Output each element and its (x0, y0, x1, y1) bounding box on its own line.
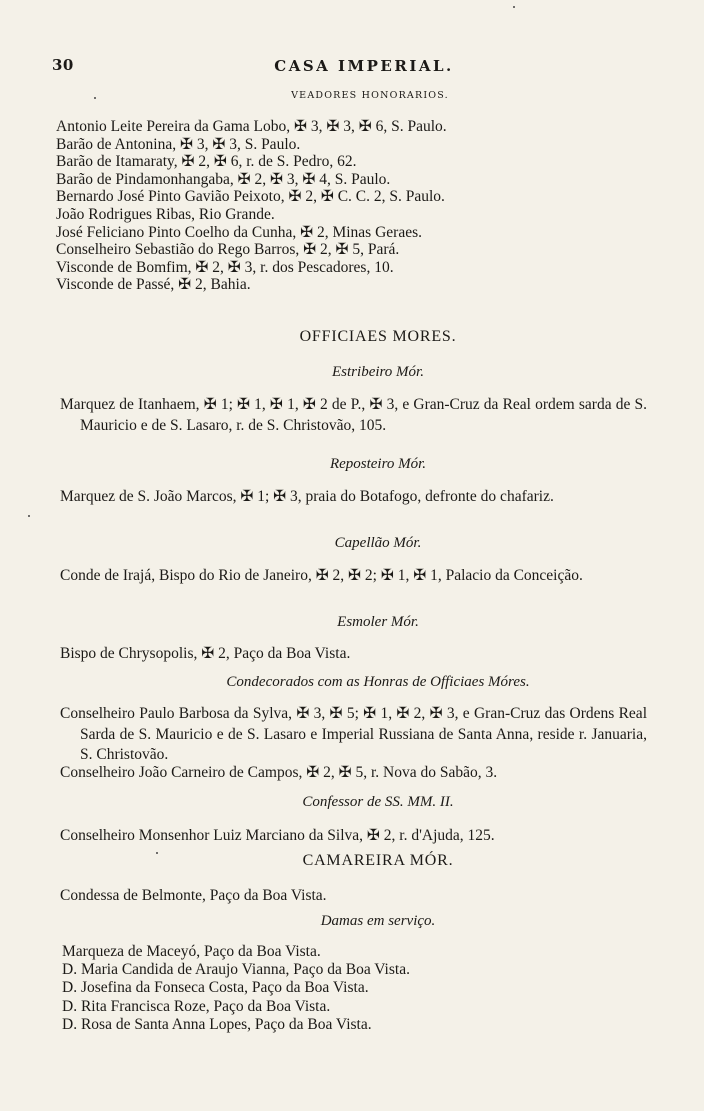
camareira-entry: Condessa de Belmonte, Paço da Boa Vista. (60, 887, 327, 904)
camareira-heading: CAMAREIRA MÓR. (302, 852, 454, 869)
list-item: D. Josefina da Fonseca Costa, Paço da Boa Vista. (62, 979, 369, 997)
running-head: CASA IMPERIAL. (274, 57, 454, 75)
estribeiro-title: Estribeiro Mór. (332, 364, 424, 380)
list-item: Barão de Pindamonhangaba, ✠ 2, ✠ 3, ✠ 4, S. Paulo. (56, 170, 391, 188)
ink-speck (28, 515, 30, 517)
esmoler-title: Esmoler Mór. (337, 614, 419, 630)
list-item: D. Rita Francisca Roze, Paço da Boa Vista. (62, 997, 331, 1015)
capellao-entry: Conde de Irajá, Bispo do Rio de Janeiro, ✠ 2, ✠ 2; ✠ 1, ✠ 1, Palacio da Conceição. (60, 567, 583, 584)
damas-title: Damas em serviço. (320, 913, 436, 929)
estribeiro-entry: Marquez de Itanhaem, ✠ 1; ✠ 1, ✠ 1, ✠ 2 de P., ✠ 3, e Gran-Cruz da Real ordem sarda de S. Mauricio e de S. Lasaro, r. de S. Christovão, 105. (60, 396, 647, 434)
list-item: Visconde de Bomfim, ✠ 2, ✠ 3, r. dos Pescadores, 10. (56, 258, 394, 276)
ink-speck (94, 97, 96, 99)
condecorados-entry: Conselheiro Paulo Barbosa da Sylva, ✠ 3, ✠ 5; ✠ 1, ✠ 2, ✠ 3, e Gran-Cruz das Ordens Real Sarda de S. Mauricio e de S. Lasaro e Imperial Russiana de Santa Anna, reside r. Januaria, S. Christovão. (60, 705, 647, 763)
list-item: Conselheiro Sebastião do Rego Barros, ✠ 2, ✠ 5, Pará. (56, 241, 400, 259)
ink-speck (156, 852, 158, 854)
list-item: Bernardo José Pinto Gavião Peixoto, ✠ 2, ✠ C. C. 2, S. Paulo. (56, 188, 445, 206)
veadores-list (56, 118, 646, 294)
section-subtitle: VEADORES HONORARIOS. (291, 90, 449, 101)
list-item: João Rodrigues Ribas, Rio Grande. (56, 205, 275, 223)
list-item: Antonio Leite Pereira da Gama Lobo, ✠ 3, ✠ 3, ✠ 6, S. Paulo. (56, 118, 447, 135)
list-item: José Feliciano Pinto Coelho da Cunha, ✠ 2, Minas Geraes. (56, 223, 422, 241)
list-item: Visconde de Passé, ✠ 2, Bahia. (56, 276, 251, 294)
list-item: Barão de Antonina, ✠ 3, ✠ 3, S. Paulo. (56, 135, 301, 153)
ink-speck (513, 6, 515, 8)
reposteiro-title: Reposteiro Mór. (329, 456, 427, 472)
list-item: Marqueza de Maceyó, Paço da Boa Vista. (62, 943, 321, 960)
condecorados-entry: Conselheiro João Carneiro de Campos, ✠ 2, ✠ 5, r. Nova do Sabão, 3. (60, 764, 498, 781)
confessor-entry: Conselheiro Monsenhor Luiz Marciano da Silva, ✠ 2, r. d'Ajuda, 125. (60, 827, 495, 844)
condecorados-title: Condecorados com as Honras de Officiaes Móres. (226, 674, 530, 690)
page-number: 30 (52, 56, 74, 74)
officiaes-heading: OFFICIAES MORES. (299, 328, 457, 345)
list-item: D. Maria Candida de Araujo Vianna, Paço da Boa Vista. (62, 961, 410, 979)
list-item: D. Rosa de Santa Anna Lopes, Paço da Boa Vista. (62, 1015, 372, 1033)
confessor-title: Confessor de SS. MM. II. (302, 794, 454, 810)
list-item: Barão de Itamaraty, ✠ 2, ✠ 6, r. de S. Pedro, 62. (56, 153, 357, 171)
reposteiro-entry: Marquez de S. João Marcos, ✠ 1; ✠ 3, praia do Botafogo, defronte do chafariz. (60, 488, 554, 505)
capellao-title: Capellão Mór. (334, 535, 422, 551)
damas-list (62, 943, 622, 1034)
esmoler-entry: Bispo de Chrysopolis, ✠ 2, Paço da Boa Vista. (60, 645, 351, 662)
